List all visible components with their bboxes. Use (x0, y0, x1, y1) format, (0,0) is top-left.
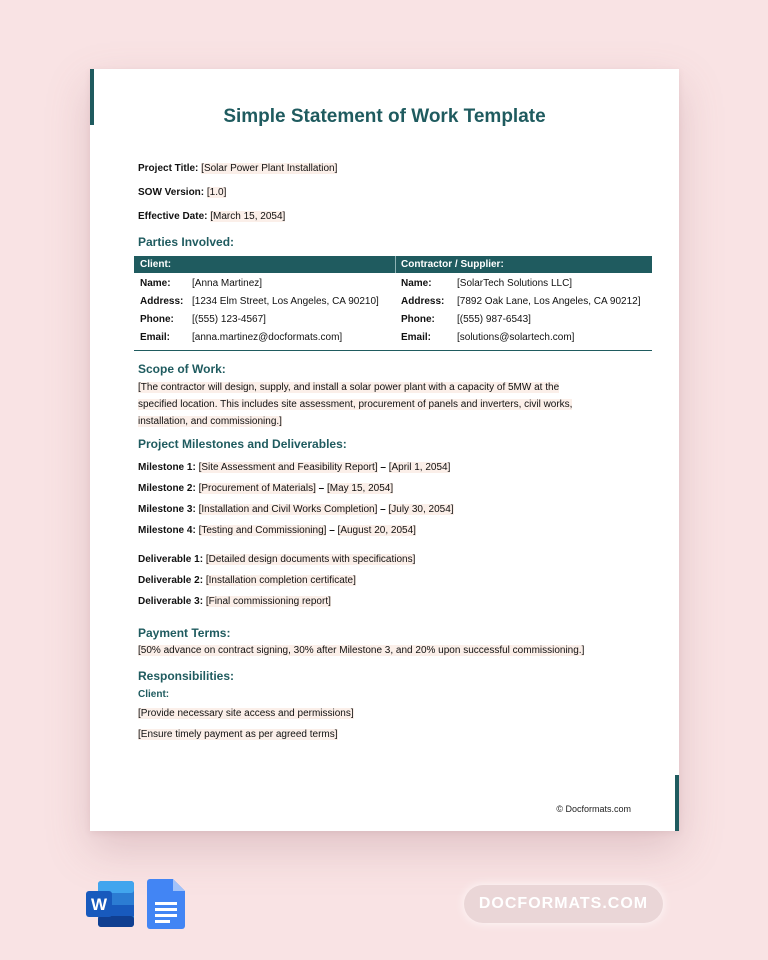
milestone-name: [Site Assessment and Feasibility Report] (198, 462, 378, 473)
document-page (90, 69, 679, 831)
scope-heading: Scope of Work: (138, 362, 226, 376)
deliverable-label: Deliverable 2: (138, 575, 204, 586)
milestone-date: [August 20, 2054] (337, 525, 416, 536)
footer-copyright: © Docformats.com (556, 804, 631, 814)
sow-version-value: [1.0] (206, 187, 227, 198)
project-title-label: Project Title: (138, 163, 199, 174)
contractor-address-label: Address: (401, 296, 445, 307)
deliverable-item (138, 596, 331, 607)
project-title-value: [Solar Power Plant Installation] (201, 163, 338, 174)
client-address-label: Address: (140, 296, 184, 307)
parties-table (134, 256, 652, 351)
deliverable-item (138, 575, 356, 586)
accent-bar-bottom-right (675, 775, 679, 831)
client-column-header: Client: (140, 259, 172, 270)
milestone-item (138, 483, 393, 494)
client-email-label: Email: (140, 332, 171, 343)
payment-value: [50% advance on contract signing, 30% after Milestone 3, and 20% upon successful commissioning.] (138, 645, 585, 656)
milestone-item (138, 504, 454, 515)
contractor-address-value: [7892 Oak Lane, Los Angeles, CA 90212] (457, 296, 641, 307)
effective-date-field (138, 211, 285, 222)
responsibility-text: [Provide necessary site access and permissions] (138, 708, 354, 719)
scope-line-2: specified location. This includes site assessment, procurement of panels and inverters, civil works, (138, 399, 573, 410)
payment-heading: Payment Terms: (138, 626, 231, 640)
contractor-phone-label: Phone: (401, 314, 435, 325)
contractor-column-header: Contractor / Supplier: (401, 259, 504, 270)
scope-text (138, 379, 618, 430)
deliverable-item (138, 554, 415, 565)
milestone-dash: – (377, 462, 389, 473)
milestone-name: [Installation and Civil Works Completion] (198, 504, 378, 515)
payment-text (138, 645, 584, 656)
milestone-label: Milestone 1: (138, 462, 196, 473)
responsibility-text: [Ensure timely payment as per agreed terms] (138, 729, 338, 740)
contractor-name-label: Name: (401, 278, 432, 289)
effective-date-value: [March 15, 2054] (210, 211, 286, 222)
deliverable-label: Deliverable 3: (138, 596, 204, 607)
milestone-dash: – (377, 504, 389, 515)
word-letter: W (90, 895, 108, 914)
milestone-date: [May 15, 2054] (326, 483, 394, 494)
sow-version-label: SOW Version: (138, 187, 205, 198)
milestone-date: [April 1, 2054] (388, 462, 451, 473)
responsibilities-client-heading: Client: (138, 689, 170, 700)
contractor-email-value: [solutions@solartech.com] (457, 332, 575, 343)
milestone-name: [Testing and Commissioning] (198, 525, 327, 536)
milestones-heading: Project Milestones and Deliverables: (138, 437, 347, 451)
deliverable-value: [Installation completion certificate] (205, 575, 356, 586)
client-phone-label: Phone: (140, 314, 174, 325)
milestone-dash: – (315, 483, 327, 494)
deliverable-value: [Detailed design documents with specifications] (205, 554, 416, 565)
milestone-dash: – (326, 525, 338, 536)
milestone-label: Milestone 2: (138, 483, 196, 494)
client-email-value: [anna.martinez@docformats.com] (192, 332, 343, 343)
header-divider (395, 256, 396, 273)
deliverable-value: [Final commissioning report] (205, 596, 331, 607)
docformats-brand-badge[interactable]: DOCFORMATS.COM (464, 885, 663, 923)
milestone-label: Milestone 4: (138, 525, 196, 536)
parties-table-header (134, 256, 652, 273)
scope-line-1: [The contractor will design, supply, and install a solar power plant with a capacity of 5MW at the (138, 382, 560, 393)
contractor-name-value: [SolarTech Solutions LLC] (457, 278, 573, 289)
responsibility-item (138, 708, 354, 719)
contractor-email-label: Email: (401, 332, 432, 343)
google-docs-icon[interactable] (146, 878, 186, 930)
milestone-item (138, 525, 416, 536)
microsoft-word-icon[interactable] (84, 878, 136, 930)
scope-line-3: installation, and commissioning.] (138, 416, 282, 427)
deliverable-label: Deliverable 1: (138, 554, 204, 565)
milestone-date: [July 30, 2054] (388, 504, 454, 515)
milestone-name: [Procurement of Materials] (198, 483, 316, 494)
parties-heading: Parties Involved: (138, 235, 235, 249)
responsibilities-heading: Responsibilities: (138, 669, 235, 683)
client-address-value: [1234 Elm Street, Los Angeles, CA 90210] (192, 296, 379, 307)
client-phone-value: [(555) 123-4567] (192, 314, 266, 325)
milestone-label: Milestone 3: (138, 504, 196, 515)
client-name-value: [Anna Martinez] (192, 278, 263, 289)
document-title: Simple Statement of Work Template (223, 106, 546, 127)
responsibility-item (138, 729, 338, 740)
milestone-item (138, 462, 450, 473)
project-title-field (138, 163, 337, 174)
contractor-phone-value: [(555) 987-6543] (457, 314, 531, 325)
effective-date-label: Effective Date: (138, 211, 208, 222)
client-name-label: Name: (140, 278, 171, 289)
sow-version-field (138, 187, 226, 198)
